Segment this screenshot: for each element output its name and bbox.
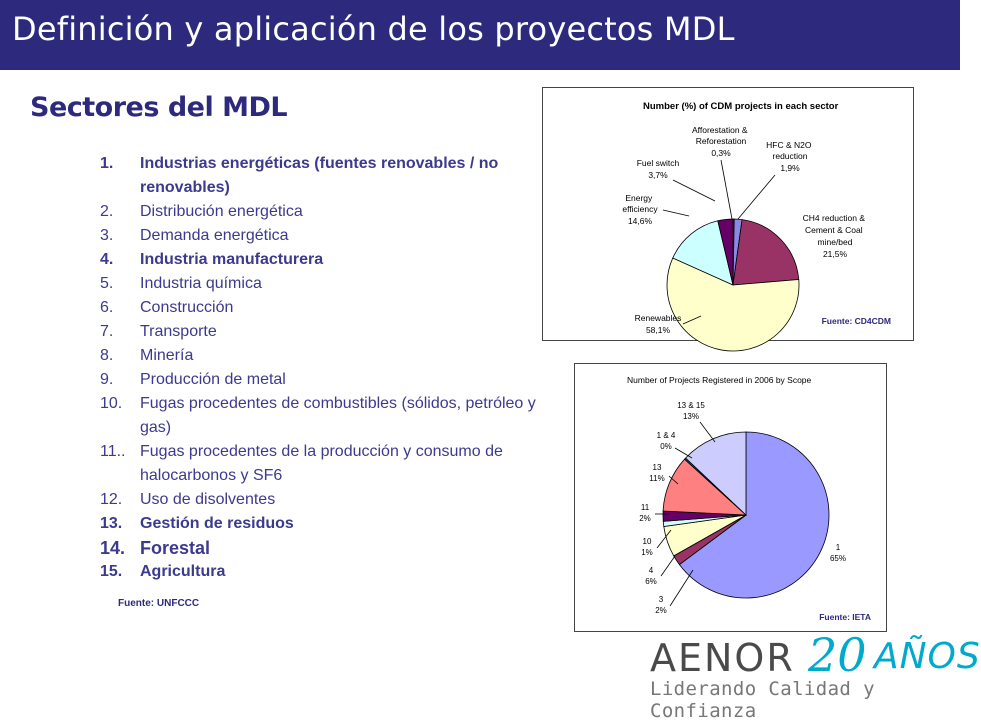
sector-list (100, 152, 550, 584)
chart-registered-2006 (574, 363, 887, 632)
sector-item (100, 248, 550, 272)
chart2-label-13-15: 13 & 15 (677, 401, 705, 410)
sector-item (100, 368, 550, 392)
sector-number: 5. (100, 275, 114, 292)
sector-item (100, 272, 550, 296)
sector-number: 14. (100, 538, 126, 558)
sector-item (100, 512, 550, 536)
chart1-label-ch4: CH4 reduction & Cement & Coal mine/bed (802, 213, 865, 247)
chart1-leader-afforestation (721, 160, 732, 219)
chart2-leader-13-15 (700, 422, 715, 442)
logo-slogan: Liderando Calidad y Confianza (650, 678, 875, 722)
sector-text: Distribución energética (140, 203, 303, 220)
chart1-value-energy-eff: 14,6% (627, 216, 653, 226)
sector-text: Transporte (140, 323, 217, 340)
sector-number: 4. (100, 251, 114, 268)
sector-text: Fugas procedentes de combustibles (sólidos, petróleo y gas) (140, 395, 536, 436)
chart1-value-afforestation: 0,3% (711, 148, 731, 158)
chart1-leader-fuelswitch (673, 180, 715, 201)
sector-item (100, 560, 550, 584)
sector-number: 12. (100, 491, 123, 508)
sector-item (100, 200, 550, 224)
chart2-label-10: 10 (642, 537, 652, 546)
sector-item (100, 152, 550, 200)
section-title: Sectores del MDL (30, 92, 288, 123)
chart2-value-1: 65% (829, 554, 847, 563)
chart1-value-fuelswitch: 3,7% (648, 170, 668, 180)
chart2-label-4: 4 (648, 566, 654, 575)
chart2-leader-4 (661, 556, 675, 576)
sector-item (100, 224, 550, 248)
sector-text: Demanda energética (140, 227, 289, 244)
chart-cdm-sectors-svg (543, 88, 913, 340)
sector-item (100, 488, 550, 512)
chart1-leader-energy-eff (663, 210, 689, 216)
chart-cdm-sectors (542, 87, 914, 341)
chart1-leader-hfc (738, 175, 775, 219)
sector-text: Producción de metal (140, 371, 286, 388)
sector-number: 13. (100, 515, 123, 532)
chart1-label-renewables: Renewables (634, 313, 682, 323)
sector-number: 6. (100, 299, 114, 316)
sector-number: 7. (100, 323, 114, 340)
aenor-logo (648, 628, 981, 722)
sector-number: 8. (100, 347, 114, 364)
chart2-label-11: 11 (640, 503, 650, 512)
slide-title: Definición y aplicación de los proyectos MDL (12, 10, 735, 48)
sector-text: Industria manufacturera (140, 251, 324, 268)
chart2-label-13: 13 (652, 463, 662, 472)
sector-item (100, 296, 550, 320)
sector-text: Industria química (140, 275, 262, 292)
chart1-label-afforestation: Afforestation & Reforestation (692, 125, 748, 146)
chart1-value-hfc: 1,9% (780, 163, 800, 173)
sector-number: 15. (100, 563, 123, 580)
chart1-value-ch4: 21,5% (822, 249, 848, 259)
sector-item (100, 392, 550, 440)
sector-item (100, 536, 550, 560)
header-bar (0, 0, 960, 70)
chart2-label-1-4: 1 & 4 (656, 431, 676, 440)
sector-number: 11.. (100, 443, 126, 460)
sector-text: Agricultura (140, 563, 226, 580)
sector-number: 1. (100, 155, 114, 172)
chart-registered-2006-svg (575, 364, 886, 631)
sector-text: Minería (140, 347, 194, 364)
chart1-title: Number (%) of CDM projects in each sector (643, 101, 839, 112)
chart1-label-hfc: HFC & N2O reduction (766, 140, 812, 161)
chart2-label-3: 3 (658, 595, 664, 604)
sector-text: Industrias energéticas (fuentes renovables / no renovables) (140, 155, 499, 196)
sector-text: Fugas procedentes de la producción y consumo de halocarbonos y SF6 (140, 443, 503, 484)
chart1-slice-2 (733, 220, 799, 285)
chart2-value-1-4: 0% (660, 442, 672, 451)
chart2-value-3: 2% (655, 606, 667, 615)
chart2-value-10: 1% (641, 548, 653, 557)
sector-text: Construcción (140, 299, 234, 316)
logo-brand: AENOR (650, 636, 795, 680)
sector-number: 9. (100, 371, 114, 388)
sector-text: Forestal (140, 538, 211, 558)
sector-item (100, 440, 550, 488)
sector-number: 2. (100, 203, 114, 220)
sector-number: 3. (100, 227, 114, 244)
sector-number: 10. (100, 395, 123, 412)
chart1-label-fuelswitch: Fuel switch (636, 158, 680, 168)
chart2-label-1: 1 (835, 543, 841, 552)
logo-anniversary: 20 (808, 628, 867, 682)
chart2-leader-3 (670, 570, 693, 606)
source-unfccc: Fuente: UNFCCC (118, 598, 200, 609)
chart2-value-13-15: 13% (682, 412, 700, 421)
chart2-value-4: 6% (645, 577, 657, 586)
chart2-title: Number of Projects Registered in 2006 by Scope (627, 375, 812, 385)
sector-text: Gestión de residuos (140, 515, 294, 532)
chart1-value-renewables: 58,1% (645, 325, 671, 335)
chart1-label-energy-eff: Energy efficiency (622, 193, 658, 214)
sector-item (100, 344, 550, 368)
logo-years: AÑOS (874, 636, 981, 677)
chart2-source: Fuente: IETA (819, 612, 871, 622)
chart2-value-13: 11% (649, 474, 665, 483)
chart2-leader-1-4 (675, 448, 692, 458)
chart1-source: Fuente: CD4CDM (821, 316, 891, 326)
sector-item (100, 320, 550, 344)
chart2-value-11: 2% (639, 514, 651, 523)
sector-text: Uso de disolventes (140, 491, 276, 508)
